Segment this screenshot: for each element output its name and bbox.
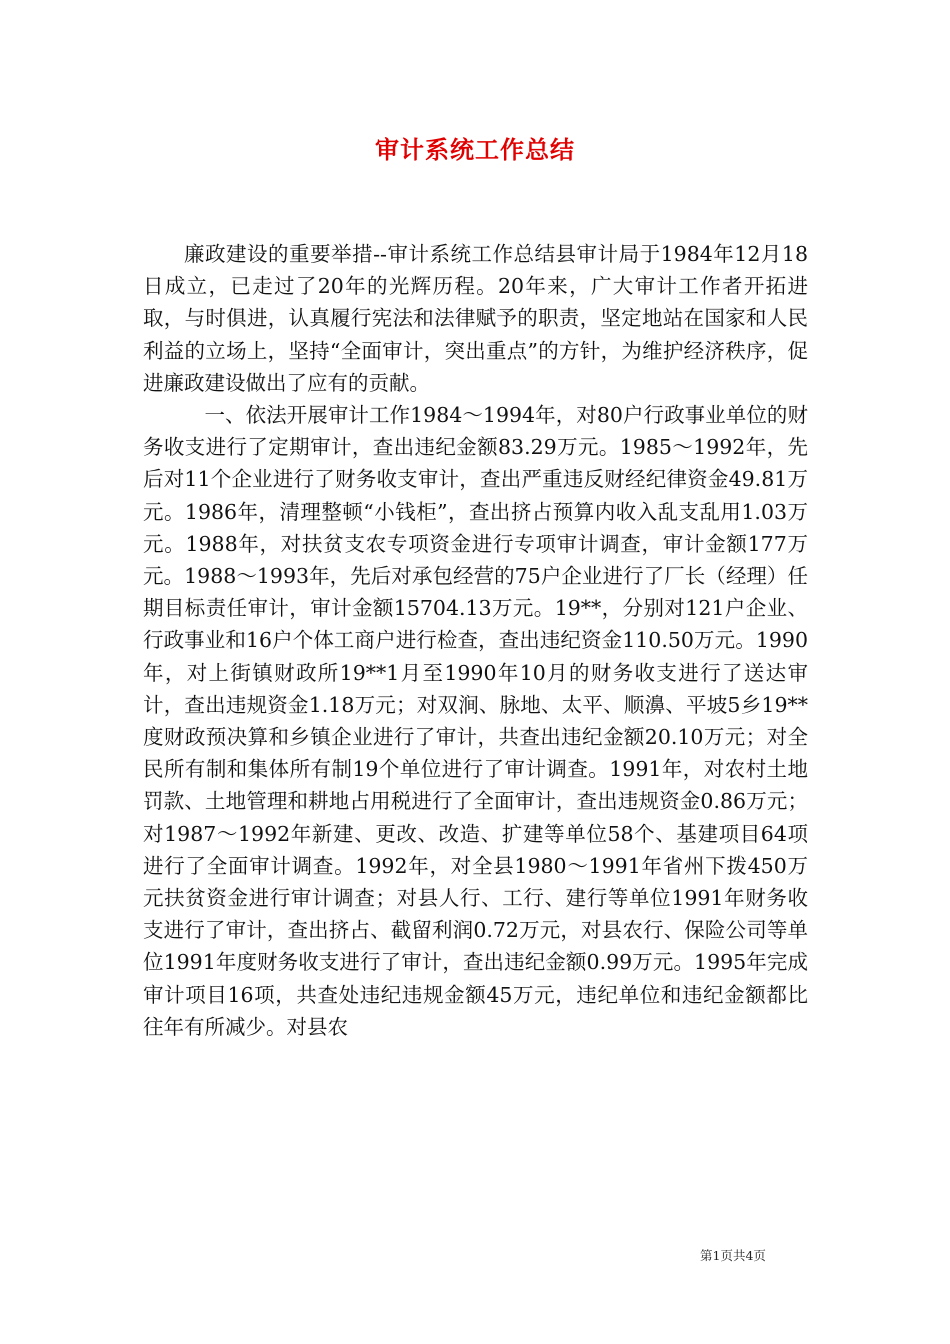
paragraph-section-one: 一、依法开展审计工作1984～1994年，对80户行政事业单位的财务收支进行了定期审计，查出违纪金额83.29万元。1985～1992年，先后对11个企业进行了财务收支审计，查出严重违反财经纪律资金49.81万元。1986年，清理整顿“小钱柜”，查出挤占预算内收入乱支乱用1.03万元。1988年，对扶贫支农专项资金进行专项审计调查，审计金额177万元。1988～1993年，先后对承包经营的75户企业进行了厂长（经理）任期目标责任审计，审计金额15704.13万元。19**，分别对121户企业、行政事业和16户个体工商户进行检查，查出违纪资金110.50万元。1990年，对上街镇财政所19**1月至1990年10月的财务收支进行了送达审计，查出违规资金1.18万元；对双涧、脉地、太平、顺濞、平坡5乡19**度财政预决算和乡镇企业进行了审计，共查出违纪金额20.10万元；对全民所有制和集体所有制19个单位进行了审计调查。1991年，对农村土地罚款、土地管理和耕地占用税进行了全面审计，查出违规资金0.86万元；对1987～1992年新建、更改、改造、扩建等单位58个、基建项目64项进行了全面审计调查。1992年，对全县1980～1991年省州下拨450万元扶贫资金进行审计调查；对县人行、工行、建行等单位1991年财务收支进行了审计，查出挤占、截留利润0.72万元，对县农行、保险公司等单位1991年度财务收支进行了审计，查出违纪金额0.99万元。1995年完成审计项目16项，共查处违纪违规金额45万元，违纪单位和违纪金额都比往年有所减少。对县农 (143, 403, 808, 1039)
page-title: 审计系统工作总结 (375, 135, 575, 164)
paragraph-intro: 廉政建设的重要举措--审计系统工作总结县审计局于1984年12月18日成立，已走过了20年的光辉历程。20年来，广大审计工作者开拓进取，与时俱进，认真履行宪法和法律赋予的职责，坚定地站在国家和人民利益的立场上，坚持“全面审计，突出重点”的方针，为维护经济秩序，促进廉政建设做出了应有的贡献。 (143, 242, 808, 395)
document-body (143, 238, 808, 1043)
page-number-footer: 第1页共4页 (700, 1248, 766, 1263)
